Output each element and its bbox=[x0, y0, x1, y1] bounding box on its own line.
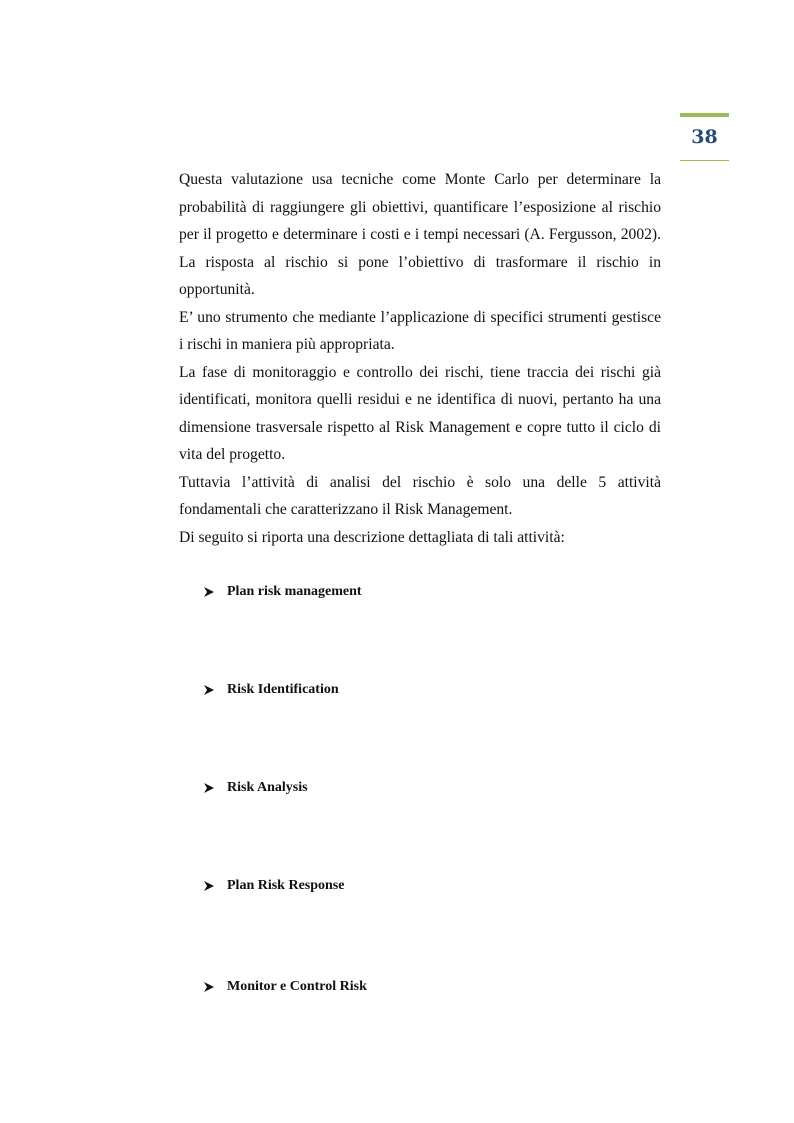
list-item bbox=[203, 680, 339, 700]
page-number-bottom-rule bbox=[680, 160, 729, 161]
paragraph: La fase di monitoraggio e controllo dei rischi, tiene traccia dei rischi già identificati, monitora quelli residui e ne identifica di nuovi, pertanto ha una dimensione trasversale rispetto al Risk Management e copre tutto il ciclo di vita del progetto. bbox=[179, 363, 661, 463]
page-number-block bbox=[680, 113, 729, 161]
paragraph: Tuttavia l’attività di analisi del rischio è solo una delle 5 attività fondamentali che caratterizzano il Risk Management. bbox=[179, 473, 661, 518]
page-number-top-rule bbox=[680, 113, 729, 117]
list-item bbox=[203, 876, 344, 896]
arrowhead-bullet-icon bbox=[203, 782, 215, 794]
arrowhead-bullet-icon bbox=[203, 880, 215, 892]
arrowhead-bullet-icon bbox=[203, 586, 215, 598]
page-number: 38 bbox=[691, 126, 718, 148]
list-item-label: Plan risk management bbox=[227, 584, 362, 599]
list-item-label: Risk Identification bbox=[227, 682, 339, 697]
paragraph: E’ uno strumento che mediante l’applicazione di specifici strumenti gestisce i rischi in maniera più appropriata. bbox=[179, 308, 661, 353]
list-item-label: Monitor e Control Risk bbox=[227, 979, 367, 994]
paragraph: Questa valutazione usa tecniche come Monte Carlo per determinare la probabilità di raggiungere gli obiettivi, quantificare l’esposizione al rischio per il progetto e determinare i costi e i tempi necessari (A. Fergusson, 2002). La risposta al rischio si pone l’obiettivo di trasformare il rischio in opportunità. bbox=[179, 171, 661, 298]
list-item bbox=[203, 582, 362, 602]
list-item-label: Plan Risk Response bbox=[227, 878, 345, 893]
list-item-label: Risk Analysis bbox=[227, 780, 308, 795]
list-item bbox=[203, 977, 367, 997]
paragraph: Di seguito si riporta una descrizione dettagliata di tali attività: bbox=[179, 528, 565, 546]
arrowhead-bullet-icon bbox=[203, 981, 215, 993]
arrowhead-bullet-icon bbox=[203, 684, 215, 696]
list-item bbox=[203, 778, 308, 798]
body-text bbox=[179, 166, 661, 551]
